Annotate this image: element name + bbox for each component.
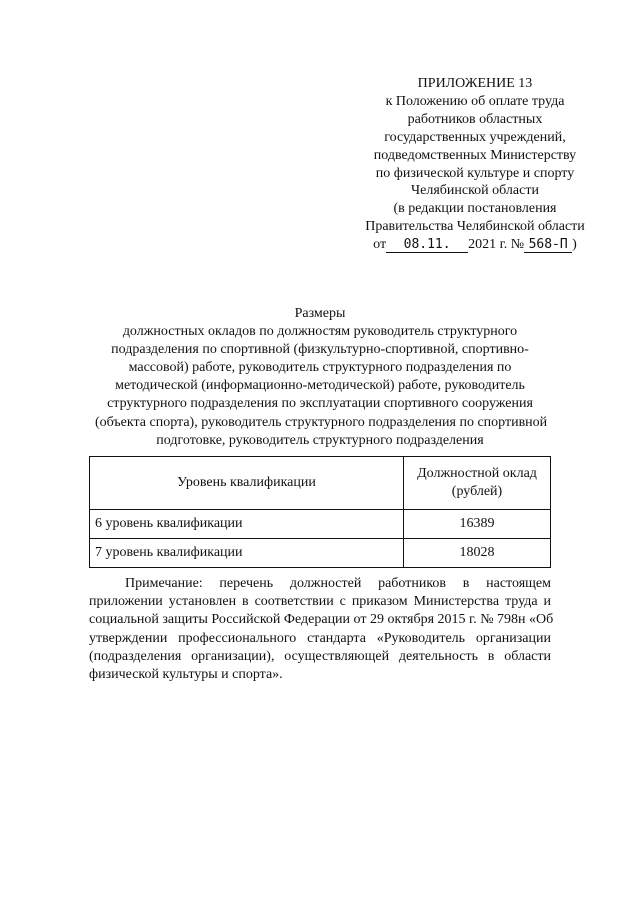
title-line: должностных окладов по должностям руководитель структурного: [122, 324, 518, 340]
resolution-reference: [350, 236, 600, 254]
table-header-row: [90, 457, 551, 510]
column-header-level: Уровень квалификации: [90, 457, 404, 510]
date-prefix: от: [373, 237, 387, 253]
salary-table: [89, 456, 551, 568]
handwritten-date: 08.11.: [386, 238, 468, 253]
title-line: (объекта спорта), руководитель структурного подразделения по спортивной: [95, 414, 548, 430]
year-and-number-label: 2021 г. №: [468, 237, 525, 253]
appendix-line: подведомственных Министерству: [373, 147, 577, 163]
appendix-line: по физической культуре и спорту: [375, 165, 575, 181]
note-line: приложении установлен в соответствии с приказом Министерства труда и: [89, 594, 551, 610]
title-line: методической (информационно-методической) работе, руководитель: [115, 378, 525, 394]
table-row: [90, 510, 551, 539]
note-line: социальной защиты Российской Федерации от 29 октября 2015 г. № 798н «Об: [89, 612, 554, 628]
appendix-line: к Положению об оплате труда: [385, 93, 565, 109]
note-line: Примечание: перечень должностей работников в настоящем: [125, 576, 551, 591]
qualification-level-cell: 6 уровень квалификации: [90, 510, 404, 539]
title-line: массовой) работе, руководитель структурного подразделения по: [128, 360, 512, 376]
title-line: подготовке, руководитель структурного подразделения: [156, 432, 484, 448]
appendix-header: [350, 75, 600, 254]
title-heading: Размеры: [294, 306, 346, 321]
handwritten-number: 568-П: [524, 238, 572, 253]
column-header-salary-line1: Должностной оклад: [417, 466, 537, 481]
title-line: структурного подразделения по эксплуатации спортивного сооружения: [107, 396, 533, 412]
note-paragraph: [89, 575, 554, 684]
appendix-line: государственных учреждений,: [384, 129, 566, 145]
table-row: [90, 539, 551, 568]
title-line: подразделения по спортивной (физкультурно-спортивной, спортивно-: [111, 342, 529, 358]
qualification-level-cell: 7 уровень квалификации: [90, 539, 404, 568]
salary-cell: 16389: [404, 510, 551, 539]
salary-cell: 18028: [404, 539, 551, 568]
appendix-title: ПРИЛОЖЕНИЕ 13: [417, 76, 533, 91]
note-line: физической культуры и спорта».: [89, 667, 283, 683]
closing-parenthesis: ): [572, 237, 577, 253]
appendix-line: работников областных: [407, 111, 543, 127]
column-header-salary-line2: (рублей): [451, 484, 503, 499]
appendix-line: Челябинской области: [411, 183, 539, 199]
appendix-line: Правительства Челябинской области: [365, 219, 585, 235]
document-title: [95, 305, 548, 450]
column-header-salary: [404, 457, 551, 510]
appendix-line: (в редакции постановления: [393, 201, 557, 217]
note-line: (подразделения организации), осуществляющей деятельность в области: [89, 648, 551, 664]
note-line: утверждении профессионального стандарта «Руководитель организации: [89, 630, 551, 646]
